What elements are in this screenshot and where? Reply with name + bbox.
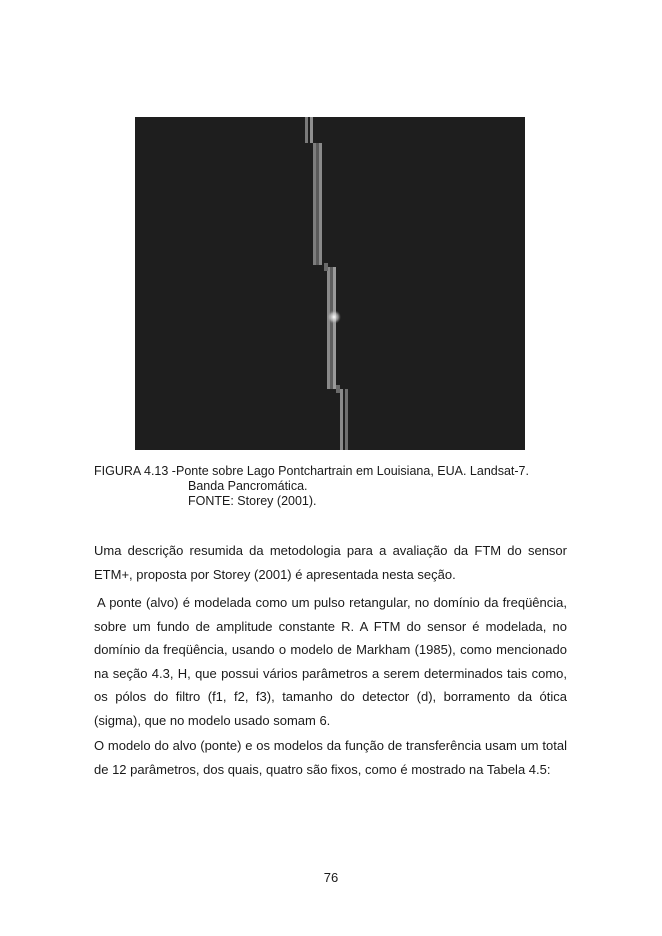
page-number: 76 bbox=[323, 870, 339, 885]
figure-caption bbox=[94, 464, 574, 509]
bright-spot bbox=[327, 310, 341, 324]
caption-label: FIGURA 4.13 - bbox=[94, 464, 176, 478]
caption-source: FONTE: Storey (2001). bbox=[188, 494, 317, 508]
paragraph-1: Uma descrição resumida da metodologia para a avaliação da FTM do sensor ETM+, proposta por Storey (2001) é apresentada nesta seção. bbox=[94, 543, 567, 582]
paragraph-3: O modelo do alvo (ponte) e os modelos da função de transferência usam um total de 12 parâmetros, dos quais, quatro são fixos, como é mostrado na Tabela 4.5: bbox=[94, 738, 567, 777]
paragraph-2: A ponte (alvo) é modelada como um pulso retangular, no domínio da freqüência, sobre um fundo de amplitude constante R. A FTM do sensor é modelada, no domínio da freqüência, usando o modelo de Markham (1985), como mencionado na seção 4.3, H, que possui vários parâmetros a serem determinados tais como, os pólos do filtro (f1, f2, f3), tamanho do detector (d), borramento da ótica (sigma), que no modelo usado somam 6. bbox=[94, 595, 567, 728]
caption-line2: Banda Pancromática. bbox=[188, 479, 308, 493]
caption-line1: Ponte sobre Lago Pontchartrain em Louisiana, EUA. Landsat-7. bbox=[175, 464, 529, 478]
bridge-satellite-image bbox=[135, 117, 525, 450]
